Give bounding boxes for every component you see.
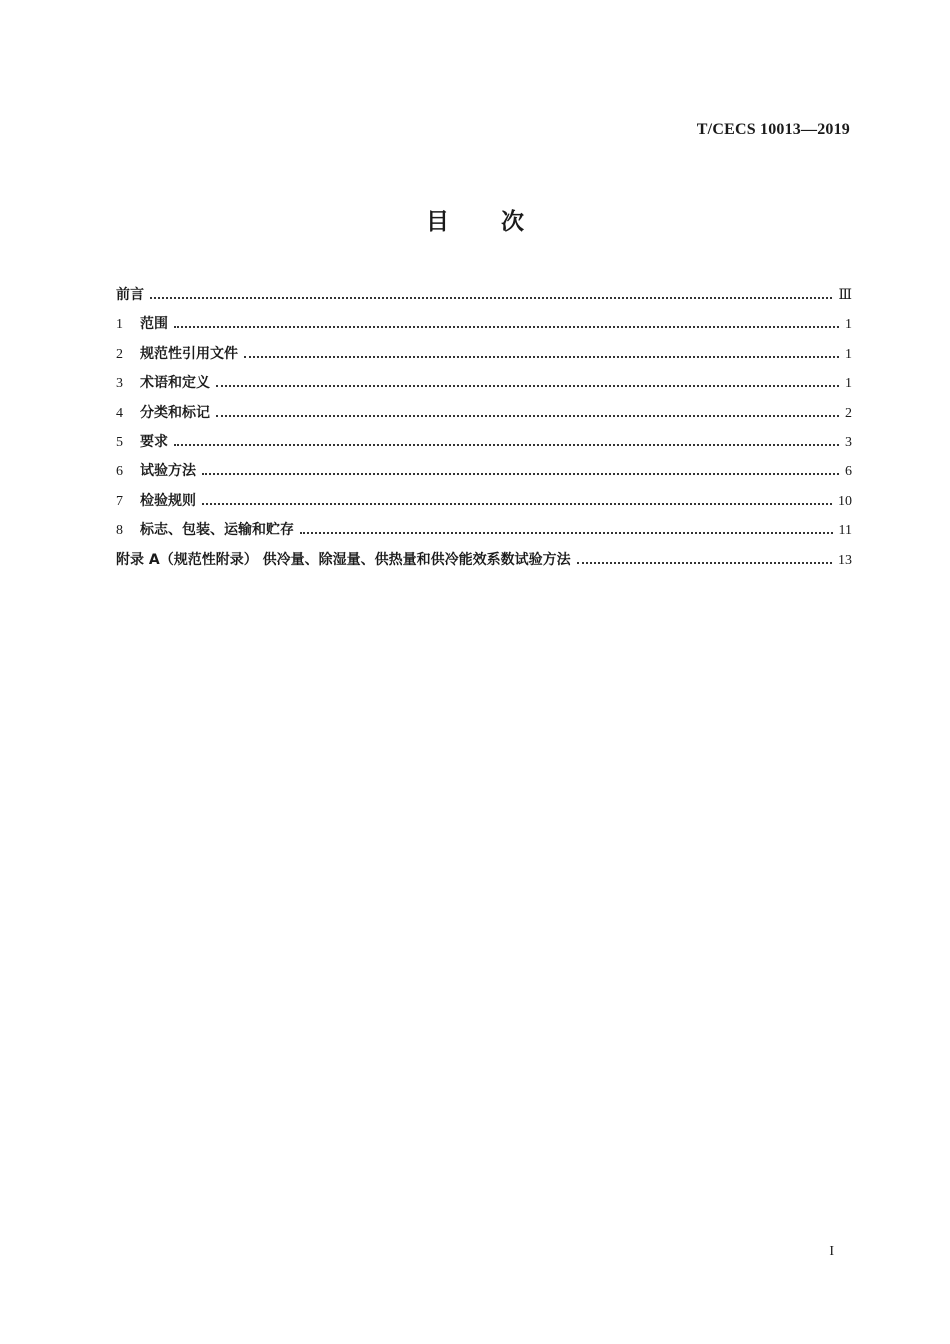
toc-entry-appendix-a[interactable]: [116, 548, 852, 577]
toc-entry-number: 3: [116, 376, 123, 392]
toc-entry-number: 6: [116, 464, 123, 480]
toc-dot-leader: [174, 444, 839, 446]
page-title: 目次: [426, 209, 576, 235]
toc-dot-leader: [202, 503, 832, 505]
toc-entry-1[interactable]: [116, 312, 852, 341]
toc-entry-page: 11: [838, 523, 852, 539]
toc-entry-8[interactable]: [116, 518, 852, 547]
toc-entry-title: 试验方法: [140, 463, 196, 480]
toc-entry-page: 1: [845, 376, 852, 392]
toc-entry-page: 3: [845, 434, 852, 450]
toc-entry-page: 1: [845, 346, 852, 362]
toc-dot-leader: [202, 473, 839, 475]
toc-dot-leader: [577, 562, 832, 564]
toc-entry-2[interactable]: [116, 342, 852, 371]
toc-entry-number: 5: [116, 434, 123, 450]
toc-entry-title: 附录 A（规范性附录） 供冷量、除湿量、供热量和供冷能效系数试验方法: [116, 551, 571, 568]
toc-entry-5[interactable]: [116, 430, 852, 459]
toc-entry-number: 8: [116, 523, 123, 539]
toc-dot-leader: [174, 326, 839, 328]
page-number: I: [829, 1244, 834, 1259]
toc-entry-title: 标志、包装、运输和贮存: [140, 522, 294, 539]
toc-dot-leader: [150, 297, 832, 299]
toc-entry-number: 7: [116, 493, 123, 509]
toc-entry-title: 检验规则: [140, 492, 196, 509]
toc-entry-4[interactable]: [116, 401, 852, 430]
toc-dot-leader: [300, 532, 833, 534]
document-code: T/CECS 10013—2019: [696, 121, 850, 138]
toc-entry-preface[interactable]: [116, 283, 852, 312]
toc-dot-leader: [244, 356, 839, 358]
table-of-contents: [116, 283, 852, 577]
toc-entry-title: 范围: [140, 316, 168, 333]
toc-entry-title: 要求: [140, 433, 168, 450]
toc-entry-title: 分类和标记: [140, 404, 210, 421]
toc-entry-page: 10: [838, 493, 852, 509]
toc-entry-title: 规范性引用文件: [140, 345, 238, 362]
toc-entry-number: 1: [116, 317, 123, 333]
toc-entry-title: 术语和定义: [140, 375, 210, 392]
toc-entry-3[interactable]: [116, 371, 852, 400]
toc-entry-page: 13: [838, 552, 852, 568]
toc-entry-page: 6: [845, 464, 852, 480]
toc-entry-7[interactable]: [116, 489, 852, 518]
toc-entry-number: 2: [116, 346, 123, 362]
toc-entry-number: 4: [116, 405, 123, 421]
toc-entry-page: 2: [845, 405, 852, 421]
toc-entry-page: 1: [845, 317, 852, 333]
toc-entry-6[interactable]: [116, 459, 852, 488]
toc-entry-title: 前言: [116, 287, 144, 303]
toc-entry-page: Ⅲ: [838, 288, 852, 303]
toc-dot-leader: [216, 415, 839, 417]
toc-dot-leader: [216, 385, 839, 387]
